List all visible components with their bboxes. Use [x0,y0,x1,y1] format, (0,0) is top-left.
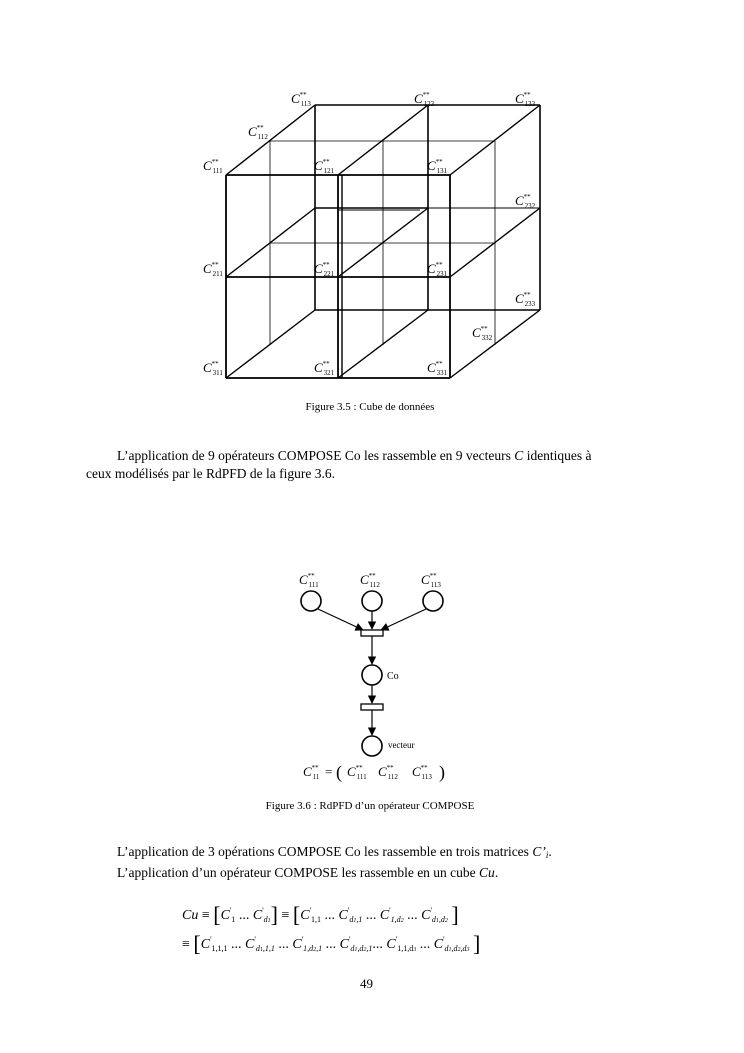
cube-label-111: C** 111 [203,158,223,175]
paragraph-2-line-1: L’application de 3 opérations COMPOSE Co les rassemble en trois matrices C’i. [117,844,552,860]
page-number: 49 [360,976,373,991]
co-label: Co [387,671,399,682]
paragraph-1-line-2: ceux modélisés par le RdPFD de la figure 3.6. [86,466,335,481]
co-place [362,665,382,685]
figure-3-5-caption: Figure 3.5 : Cube de données [305,401,435,413]
cube-label-133: C** 133 [515,91,536,108]
formula-item-111: C** 111 [347,764,367,781]
cube-label-221: C** 221 [314,261,335,278]
formula-lhs: C** 11 [303,764,320,781]
input-label-111: C** 111 [299,572,319,589]
cube-label-131: C** 131 [427,158,448,175]
paragraph-1-line-1: L’application de 9 opérateurs COMPOSE Co les rassemble en 9 vecteurs C identiques à [117,448,592,463]
formula-item-112: C** 112 [378,764,398,781]
input-place-113 [423,591,443,611]
vecteur-place [362,736,382,756]
equation-line-1: $Cu \equiv [C'_1$ ... $C'_{d1}] \equiv [C'_{1,1}$ ... $C'_{d1,1}$ ... $C'_{1,d2}$ ... $C'_{d1,d2}$ ] [182,902,459,927]
vecteur-label: vecteur [388,740,415,750]
figure-3-6-caption: Figure 3.6 : RdPFD d’un opérateur COMPOSE [265,800,475,812]
cube-label-112: C** 112 [248,124,268,141]
compose-transition-2 [361,704,383,710]
cube-label-113: C** 113 [291,91,311,108]
compose-transition-1 [361,630,383,636]
paragraph-2 [117,843,697,882]
formula-equals: = [325,764,333,779]
paragraph-2-line-2: L’application d’un opérateur COMPOSE les rassemble en un cube Cu. [117,865,499,880]
cube-label-123: C** 123 [414,91,435,108]
formula-open-paren: ( [336,762,342,782]
input-place-111 [301,591,321,611]
cube-label-121: C** 121 [314,158,335,175]
cube-labels [203,91,536,377]
cube-label-211: C** 211 [203,261,223,278]
formula-item-113: C** 113 [412,764,432,781]
input-label-113: C** 113 [421,572,441,589]
input-label-112: C** 112 [360,572,380,589]
cube-diagram [0,0,744,420]
cube-label-311: C** 311 [203,360,223,377]
cube-label-231: C** 231 [427,261,448,278]
input-place-112 [362,591,382,611]
cube-label-331: C** 331 [427,360,448,377]
petri-net-diagram [0,560,744,790]
cube-label-321: C** 321 [314,360,335,377]
paragraph-1 [86,447,676,483]
formula-close-paren: ) [439,762,445,782]
equation-line-2: ≡ [$C'_{1,1,1}$ ... $C'_{d1,1,1}$ ... $C'_{1,d2,1}$ ... $C'_{d1,d2,1}$... $C'_{1,1,d3}$ ... $C'_{d1,d2,d3}$ ] [182,931,481,956]
cube-label-233: C** 233 [515,291,536,308]
cube-label-232: C** 232 [515,193,536,210]
cube-label-332: C** 332 [472,325,493,342]
